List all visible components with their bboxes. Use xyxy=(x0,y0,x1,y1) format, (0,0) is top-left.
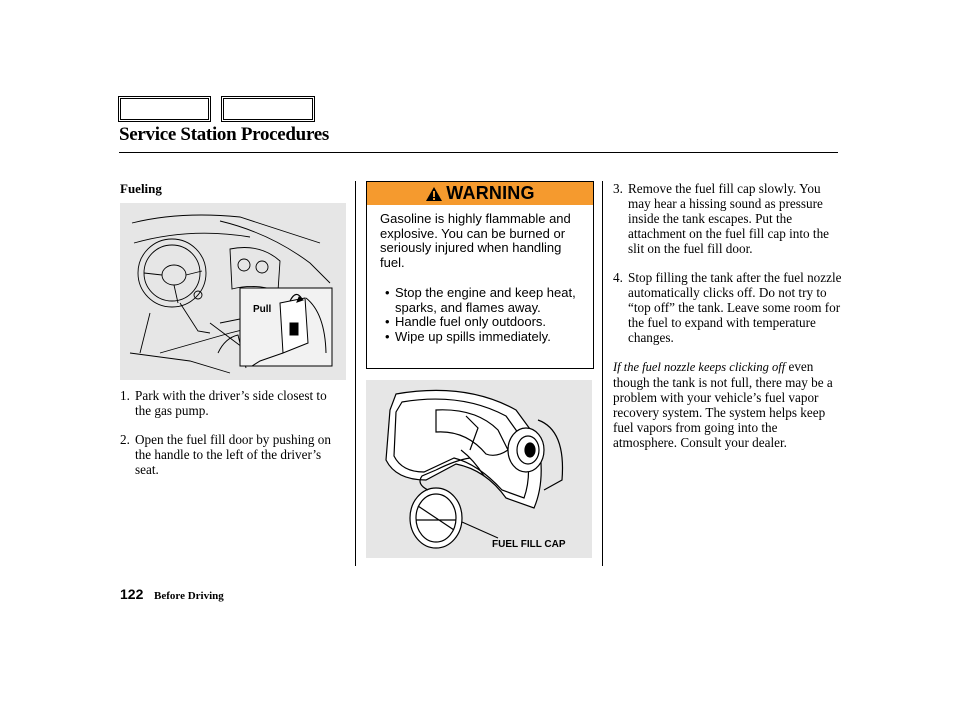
step-number: 2. xyxy=(120,432,130,447)
list-item: • Handle fuel only outdoors. xyxy=(385,315,585,330)
warning-bullets xyxy=(385,286,585,344)
warning-box xyxy=(366,181,594,369)
step-number: 4. xyxy=(613,270,623,285)
list-item xyxy=(613,270,843,345)
step-number: 1. xyxy=(120,388,130,403)
list-item: • Wipe up spills immediately. xyxy=(385,330,585,345)
step-text: Park with the driver’s side closest to the gas pump. xyxy=(135,388,327,418)
list-item xyxy=(613,181,843,256)
fuel-fill-cap-figure xyxy=(366,380,592,558)
list-item xyxy=(120,432,346,477)
pull-label: Pull xyxy=(253,304,272,315)
step-text: Remove the fuel fill cap slowly. You may hear a hissing sound as pressure inside the tank escapes. Put the attachment on the fuel fill cap into the slit on the fuel fill door. xyxy=(628,181,830,256)
note-text: even though the tank is not full, there may be a problem with your vehicle’s fuel vapor recovery system. The system helps keep fuel vapors from going into the atmosphere. Consult your dealer. xyxy=(613,359,833,450)
column-divider-left xyxy=(355,181,356,566)
step-text: Open the fuel fill door by pushing on the handle to the left of the driver’s seat. xyxy=(135,432,331,477)
warning-header xyxy=(367,182,593,205)
title-rule xyxy=(119,152,838,153)
step-number: 3. xyxy=(613,181,623,196)
note-italic: If the fuel nozzle keeps clicking off xyxy=(613,360,786,374)
page-number: 122 xyxy=(120,586,144,602)
dashboard-illustration xyxy=(120,203,346,380)
list-item xyxy=(120,388,346,418)
section-name: Before Driving xyxy=(154,590,224,602)
column-divider-right xyxy=(602,181,603,566)
left-steps xyxy=(120,388,346,477)
fuel-fill-cap-label: FUEL FILL CAP xyxy=(492,539,566,550)
warning-label: WARNING xyxy=(446,183,535,203)
step-text: Stop filling the tank after the fuel nozzle automatically clicks off. Do not try to “top off” the tank. Leave some room for the fuel to expand with temperature changes. xyxy=(628,270,842,345)
nav-box-2[interactable] xyxy=(221,96,315,122)
nav-box-1[interactable] xyxy=(118,96,211,122)
page-title: Service Station Procedures xyxy=(119,124,329,145)
fuel-cap-illustration xyxy=(366,380,592,558)
warning-triangle-icon xyxy=(425,186,443,202)
list-item: • Stop the engine and keep heat, sparks, and flames away. xyxy=(385,286,585,315)
fuel-nozzle-note xyxy=(613,359,843,450)
warning-intro: Gasoline is highly flammable and explosive. You can be burned or seriously injured when handling fuel. xyxy=(380,211,571,270)
right-steps xyxy=(613,181,843,450)
fueling-heading: Fueling xyxy=(120,181,162,196)
fuel-door-handle-figure xyxy=(120,203,346,380)
